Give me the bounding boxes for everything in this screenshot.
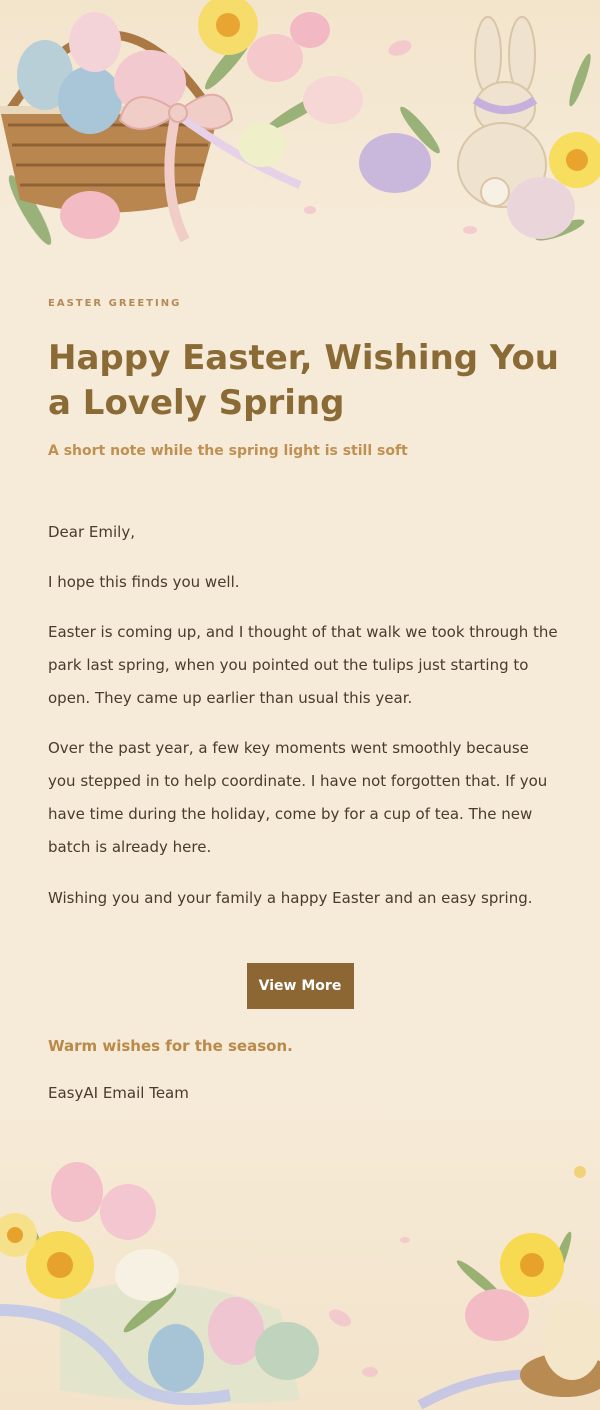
tulip-icon [465, 1289, 529, 1341]
egg-icon [542, 1300, 600, 1380]
tulip-icon [290, 12, 330, 48]
closing-wishes: Warm wishes for the season. [48, 1037, 293, 1055]
eyebrow-label: EASTER GREETING [48, 298, 182, 309]
page-subtitle: A short note while the spring light is still soft [48, 443, 408, 459]
egg-icon [148, 1324, 204, 1392]
letter-greeting: Dear Emily, [48, 523, 135, 541]
egg-icon [58, 66, 122, 134]
tulip-icon [303, 76, 363, 124]
egg-icon [69, 12, 121, 72]
tulip-icon [60, 191, 120, 239]
tulip-icon [238, 123, 286, 167]
egg-icon [359, 133, 431, 193]
letter-paragraph: Wishing you and your family a happy Easter and an easy spring. [48, 889, 533, 907]
page-title: Happy Easter, Wishing You a Lovely Spring [48, 338, 560, 423]
tulip-icon [51, 1162, 103, 1222]
tulip-icon [100, 1184, 156, 1240]
tulip-icon [115, 1249, 179, 1301]
view-more-button[interactable]: View More [247, 963, 354, 1009]
daffodil-icon [500, 1233, 564, 1297]
daffodil-icon [26, 1231, 94, 1299]
cta-wrapper [48, 963, 552, 1009]
egg-icon [507, 177, 575, 239]
signature: EasyAI Email Team [48, 1084, 189, 1102]
letter-paragraph: Over the past year, a few key moments went smoothly because you stepped in to help coordinate. I have not forgotten that. If you have time during the holiday, come by for a cup of tea. The new batch is already here. [48, 739, 548, 856]
easter-footer-illustration [0, 1110, 600, 1410]
letter-paragraph: I hope this finds you well. [48, 573, 240, 591]
egg-icon [255, 1322, 319, 1380]
letter-paragraph: Easter is coming up, and I thought of that walk we took through the park last spring, when you pointed out the tulips just starting to open. They came up earlier than usual this year. [48, 623, 558, 707]
easter-hero-illustration [0, 0, 600, 290]
